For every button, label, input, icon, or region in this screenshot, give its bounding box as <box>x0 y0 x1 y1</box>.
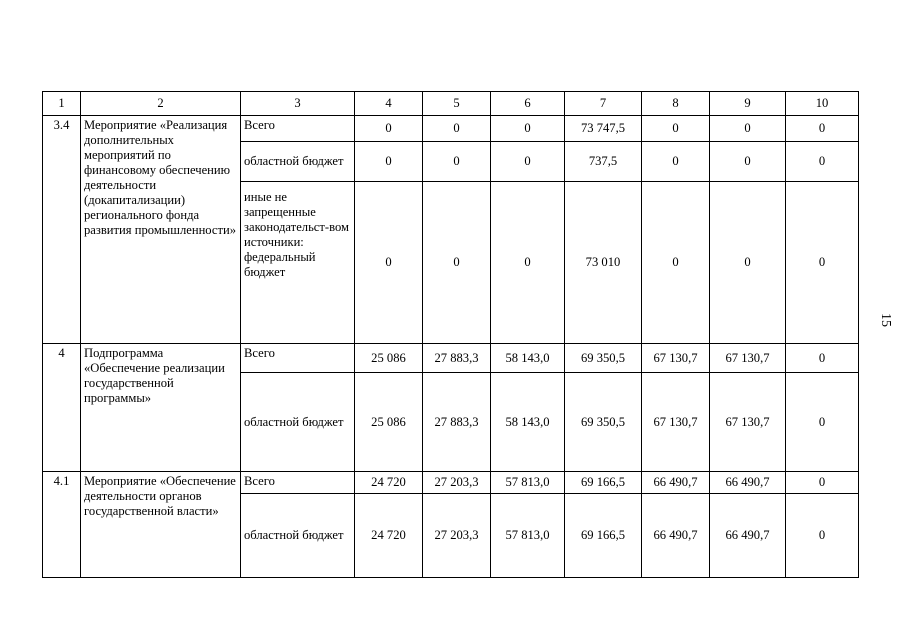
value-cell: 57 813,0 <box>491 494 565 578</box>
value-cell: 24 720 <box>355 494 423 578</box>
value-cell: 27 203,3 <box>423 472 491 494</box>
value-cell: 73 010 <box>565 182 642 344</box>
value-cell: 27 203,3 <box>423 494 491 578</box>
value-cell: 0 <box>423 142 491 182</box>
value-cell: 66 490,7 <box>642 494 710 578</box>
column-header: 3 <box>241 92 355 116</box>
row-id: 4.1 <box>43 472 81 578</box>
value-cell: 66 490,7 <box>642 472 710 494</box>
funding-source: Всего <box>241 116 355 142</box>
value-cell: 0 <box>642 142 710 182</box>
value-cell: 0 <box>423 116 491 142</box>
value-cell: 0 <box>710 116 786 142</box>
column-header: 7 <box>565 92 642 116</box>
value-cell: 67 130,7 <box>710 373 786 472</box>
value-cell: 69 350,5 <box>565 344 642 373</box>
value-cell: 0 <box>491 182 565 344</box>
table-row <box>43 344 859 373</box>
column-header: 10 <box>786 92 859 116</box>
value-cell: 66 490,7 <box>710 494 786 578</box>
value-cell: 25 086 <box>355 344 423 373</box>
column-header: 6 <box>491 92 565 116</box>
funding-source: областной бюджет <box>241 142 355 182</box>
value-cell: 73 747,5 <box>565 116 642 142</box>
value-cell: 0 <box>786 344 859 373</box>
column-header: 8 <box>642 92 710 116</box>
column-header: 4 <box>355 92 423 116</box>
value-cell: 57 813,0 <box>491 472 565 494</box>
value-cell: 24 720 <box>355 472 423 494</box>
column-header: 1 <box>43 92 81 116</box>
activity-name: Подпрограмма «Обеспечение реализации государственной программы» <box>81 344 241 472</box>
table-row <box>43 116 859 142</box>
funding-source: Всего <box>241 344 355 373</box>
funding-source: областной бюджет <box>241 373 355 472</box>
table-row <box>43 472 859 494</box>
funding-source: областной бюджет <box>241 494 355 578</box>
value-cell: 27 883,3 <box>423 344 491 373</box>
value-cell: 0 <box>786 182 859 344</box>
value-cell: 67 130,7 <box>710 344 786 373</box>
value-cell: 0 <box>491 142 565 182</box>
value-cell: 69 166,5 <box>565 494 642 578</box>
value-cell: 69 350,5 <box>565 373 642 472</box>
column-header: 9 <box>710 92 786 116</box>
column-header: 5 <box>423 92 491 116</box>
row-id: 4 <box>43 344 81 472</box>
value-cell: 0 <box>642 182 710 344</box>
value-cell: 58 143,0 <box>491 344 565 373</box>
value-cell: 67 130,7 <box>642 373 710 472</box>
value-cell: 0 <box>786 494 859 578</box>
value-cell: 0 <box>355 182 423 344</box>
value-cell: 737,5 <box>565 142 642 182</box>
activity-name: Мероприятие «Обеспечение деятельности органов государственной власти» <box>81 472 241 578</box>
value-cell: 0 <box>710 142 786 182</box>
funding-source: Всего <box>241 472 355 494</box>
value-cell: 0 <box>491 116 565 142</box>
value-cell: 0 <box>355 116 423 142</box>
value-cell: 0 <box>642 116 710 142</box>
budget-table <box>42 91 859 578</box>
value-cell: 0 <box>786 472 859 494</box>
value-cell: 0 <box>710 182 786 344</box>
page-number: 15 <box>878 313 893 327</box>
value-cell: 0 <box>355 142 423 182</box>
value-cell: 58 143,0 <box>491 373 565 472</box>
funding-source: иные не запрещенные законодательст-вом источники: федеральный бюджет <box>241 182 355 344</box>
table-header-row <box>43 92 859 116</box>
value-cell: 0 <box>786 373 859 472</box>
column-header: 2 <box>81 92 241 116</box>
value-cell: 0 <box>786 116 859 142</box>
activity-name: Мероприятие «Реализация дополнительных мероприятий по финансовому обеспечению деятельности (докапитализации) регионального фонда развития промышленности» <box>81 116 241 344</box>
value-cell: 69 166,5 <box>565 472 642 494</box>
value-cell: 0 <box>423 182 491 344</box>
value-cell: 27 883,3 <box>423 373 491 472</box>
value-cell: 66 490,7 <box>710 472 786 494</box>
value-cell: 67 130,7 <box>642 344 710 373</box>
value-cell: 25 086 <box>355 373 423 472</box>
row-id: 3.4 <box>43 116 81 344</box>
value-cell: 0 <box>786 142 859 182</box>
